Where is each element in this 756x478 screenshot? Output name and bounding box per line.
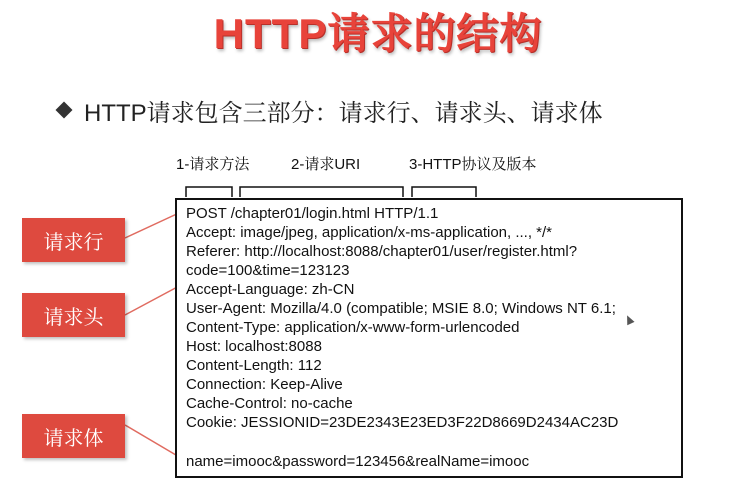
- header-line: Referer: http://localhost:8088/chapter01/user/register.html?: [186, 243, 578, 260]
- tag-request-body: 请求体: [22, 414, 125, 458]
- bracket-method: [186, 187, 232, 197]
- header-line: Host: localhost:8088: [186, 338, 322, 355]
- label-http-version: 3-HTTP协议及版本: [409, 156, 537, 173]
- header-line: Accept-Language: zh-CN: [186, 281, 355, 298]
- label-request-method: 1-请求方法: [176, 156, 250, 173]
- header-line: User-Agent: Mozilla/4.0 (compatible; MSIE 8.0; Windows NT 6.1;: [186, 300, 616, 317]
- header-line: code=100&time=123123: [186, 262, 350, 279]
- request-body-line: name=imooc&password=123456&realName=imooc: [186, 453, 530, 470]
- header-line: Content-Type: application/x-www-form-urlencoded: [186, 319, 520, 336]
- header-line: Accept: image/jpeg, application/x-ms-application, ..., */*: [186, 224, 553, 241]
- page-title: HTTP请求的结构: [213, 10, 543, 57]
- connector-request-line: [125, 212, 181, 238]
- header-line: Connection: Keep-Alive: [186, 376, 343, 393]
- request-line: POST /chapter01/login.html HTTP/1.1: [186, 205, 439, 222]
- tag-request-header: 请求头: [22, 293, 125, 337]
- bullet-text: HTTP请求包含三部分：请求行、请求头、请求体: [84, 99, 603, 127]
- header-line: Cookie: JESSIONID=23DE2343E23ED3F22D8669D2434AC23D: [186, 414, 619, 431]
- label-request-uri: 2-请求URI: [291, 156, 361, 173]
- header-line: Content-Length: 112: [186, 357, 322, 374]
- header-line: Cache-Control: no-cache: [186, 395, 353, 412]
- bracket-version: [412, 187, 476, 197]
- connector-request-body: [125, 425, 181, 458]
- bracket-uri: [240, 187, 403, 197]
- tag-request-line: 请求行: [22, 218, 125, 262]
- connector-request-header: [125, 285, 181, 315]
